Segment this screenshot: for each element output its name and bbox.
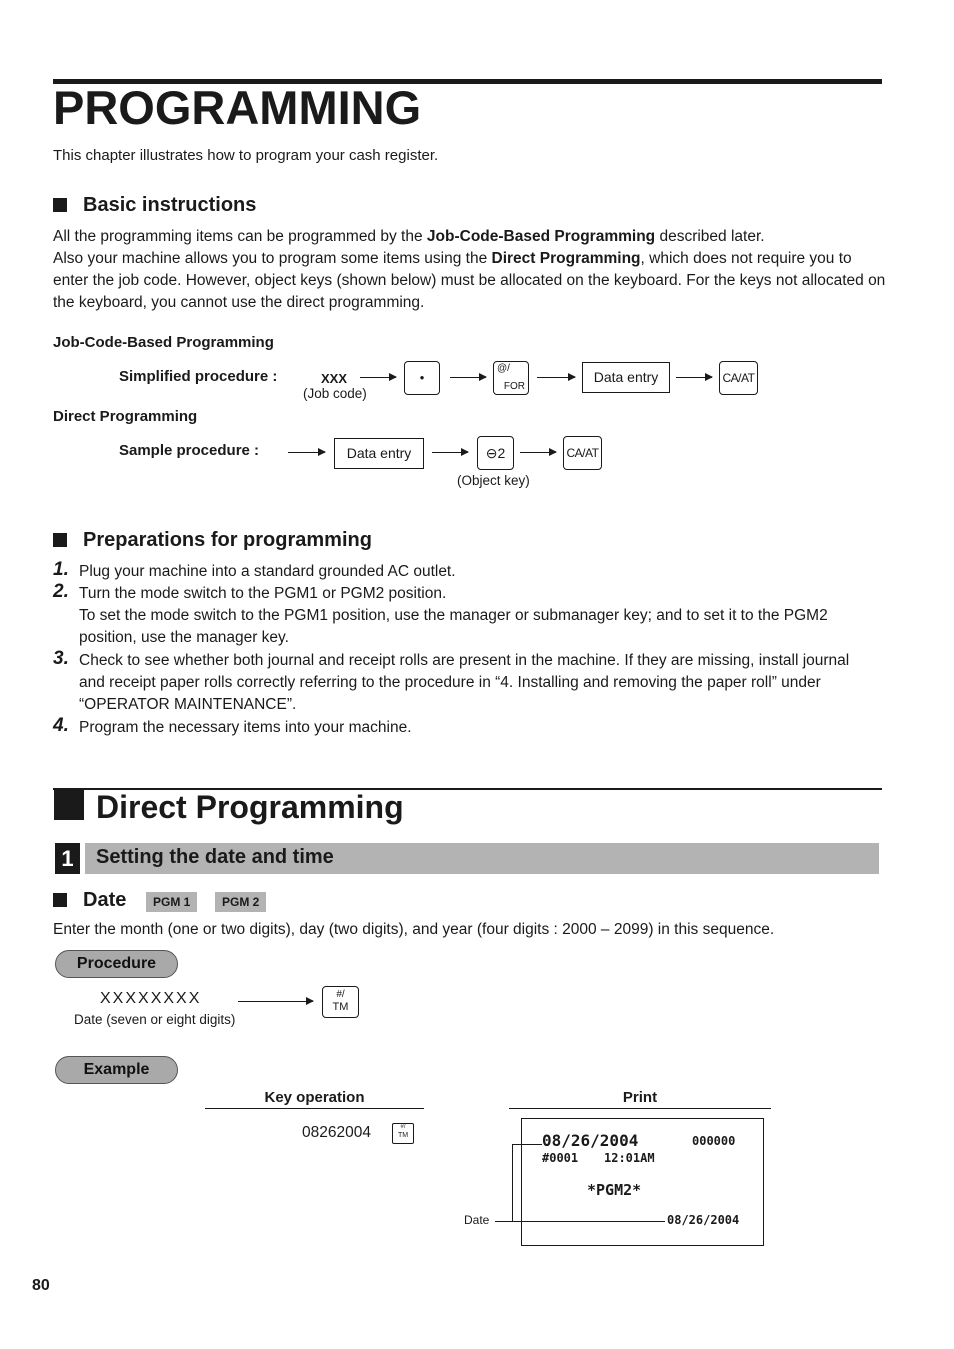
section-title: Setting the date and time bbox=[96, 846, 334, 868]
receipt-date-bottom: 08/26/2004 bbox=[667, 1213, 740, 1227]
print-header: Print bbox=[509, 1089, 771, 1109]
procedure-caption: Date (seven or eight digits) bbox=[74, 1012, 236, 1027]
receipt-number: 000000 bbox=[692, 1134, 736, 1148]
receipt-consecutive: #0001 bbox=[542, 1151, 579, 1165]
arrow-icon bbox=[288, 452, 325, 453]
job-code-caption: (Job code) bbox=[303, 386, 367, 401]
preparations-heading: Preparations for programming bbox=[53, 529, 372, 552]
step-number: 2. bbox=[53, 581, 69, 602]
ca-at-key: CA/AT bbox=[563, 436, 602, 470]
receipt-date: 08/26/2004 bbox=[542, 1131, 639, 1150]
step-number: 3. bbox=[53, 648, 69, 669]
example-pill: Example bbox=[55, 1056, 178, 1084]
step-number: 1. bbox=[53, 559, 69, 580]
key-operation-header: Key operation bbox=[205, 1089, 424, 1109]
date-heading: Date bbox=[53, 889, 126, 912]
section-block-icon bbox=[54, 788, 84, 820]
step-text: Check to see whether both journal and receipt rolls are present in the machine. If they are missing, install journal and receipt paper rolls correctly referring to the procedure in “4. Installing and removing the paper roll” under “OPERATOR MAINTENANCE”. bbox=[79, 652, 850, 713]
data-entry-box: Data entry bbox=[582, 362, 670, 393]
intro-text: This chapter illustrates how to program your cash register. bbox=[53, 147, 439, 164]
square-bullet-icon bbox=[53, 533, 67, 547]
step-number: 4. bbox=[53, 715, 69, 736]
square-bullet-icon bbox=[53, 893, 67, 907]
key-operation-value: 08262004 bbox=[302, 1124, 371, 1141]
receipt-mode: *PGM2* bbox=[587, 1181, 642, 1199]
tm-key-small: #/ TM bbox=[392, 1123, 414, 1144]
sample-label: Sample procedure : bbox=[119, 442, 260, 459]
date-description: Enter the month (one or two digits), day (two digits), and year (four digits : 2000 – 2099) in this sequence. bbox=[53, 921, 775, 938]
arrow-icon bbox=[238, 1001, 313, 1002]
basic-paragraph: All the programming items can be programmed by the Job-Code-Based Programming described later. Also your machine allows you to program some items using the Direct Programming, which does not require you to enter the job code. However, object keys (shown below) must be allocated on the keyboard. For the keys not allocated on the keyboard, you cannot use the direct programming. bbox=[53, 228, 886, 311]
decimal-point-key: • bbox=[404, 361, 440, 395]
arrow-icon bbox=[450, 377, 486, 378]
jcb-label: Job-Code-Based Programming bbox=[53, 334, 274, 351]
data-entry-box: Data entry bbox=[334, 438, 424, 469]
direct-programming-heading: Direct Programming bbox=[96, 789, 404, 825]
step-text: Plug your machine into a standard grounded AC outlet. bbox=[79, 563, 456, 580]
object-key: ⊖2 bbox=[477, 436, 514, 470]
arrow-icon bbox=[520, 452, 556, 453]
job-code-xxx: XXX bbox=[321, 371, 348, 386]
object-key-caption: (Object key) bbox=[457, 473, 530, 488]
page-title: PROGRAMMING bbox=[53, 81, 422, 134]
arrow-icon bbox=[360, 377, 396, 378]
page-number: 80 bbox=[32, 1277, 50, 1294]
callout-line bbox=[512, 1144, 542, 1145]
callout-line bbox=[495, 1221, 665, 1222]
section-number: 1 bbox=[55, 843, 80, 874]
pgm1-badge: PGM 1 bbox=[146, 892, 197, 912]
pgm2-badge: PGM 2 bbox=[215, 892, 266, 912]
step-text: Program the necessary items into your machine. bbox=[79, 719, 412, 736]
square-bullet-icon bbox=[53, 198, 67, 212]
basic-instructions-heading: Basic instructions bbox=[53, 194, 256, 217]
direct-label: Direct Programming bbox=[53, 408, 198, 425]
receipt-time: 12:01AM bbox=[604, 1151, 655, 1165]
date-callout-label: Date bbox=[464, 1213, 490, 1227]
arrow-icon bbox=[676, 377, 712, 378]
for-key: @/ FOR bbox=[493, 361, 529, 395]
arrow-icon bbox=[432, 452, 468, 453]
tm-key: #/ TM bbox=[322, 986, 359, 1018]
procedure-pill: Procedure bbox=[55, 950, 178, 978]
step-text: Turn the mode switch to the PGM1 or PGM2 position. To set the mode switch to the PGM1 position, use the manager or submanager key; and to set it to the PGM2 position, use the manager key. bbox=[79, 585, 828, 646]
procedure-digits: XXXXXXXX bbox=[100, 990, 202, 1007]
arrow-icon bbox=[537, 377, 575, 378]
simplified-label: Simplified procedure : bbox=[119, 368, 278, 385]
ca-at-key: CA/AT bbox=[719, 361, 758, 395]
callout-line bbox=[512, 1144, 513, 1221]
